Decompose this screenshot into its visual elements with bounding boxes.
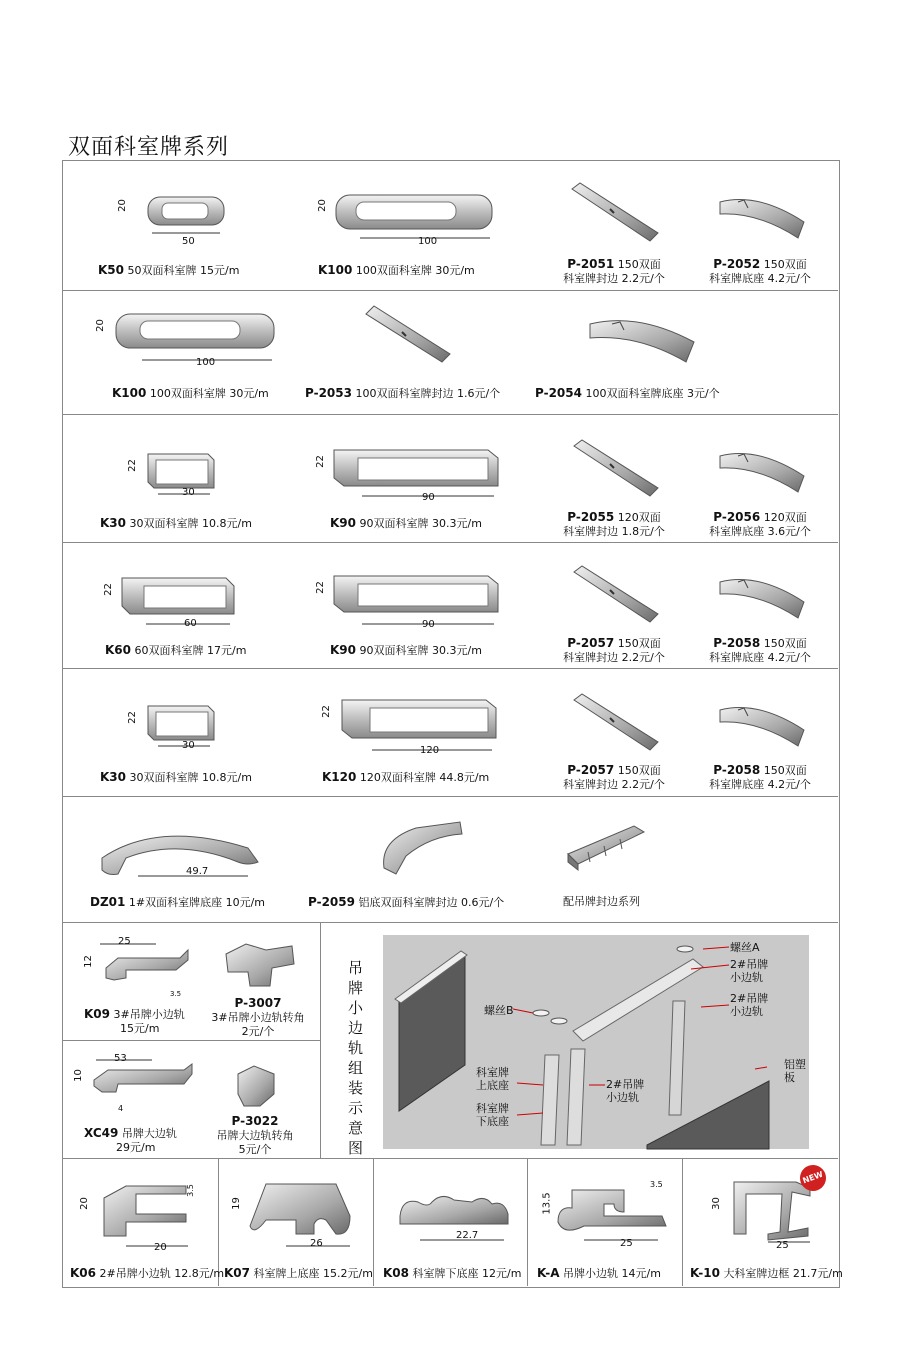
k10-frame-drawing	[728, 1178, 814, 1244]
k90-profile-drawing	[328, 446, 503, 500]
height-dim: 30	[710, 1197, 722, 1210]
thickness-dim: 3.5	[650, 1180, 663, 1189]
p2058-base-drawing	[718, 700, 808, 750]
k30-profile-drawing	[140, 702, 220, 750]
k08-caption: K08 科室牌下底座 12元/m	[383, 1266, 522, 1280]
k30-caption: K30 30双面科室牌 10.8元/m	[100, 516, 252, 530]
height-dim: 22	[314, 455, 326, 468]
p2056-caption: P-2056 120双面 科室牌底座 3.6元/个	[709, 510, 811, 538]
divider	[62, 414, 838, 415]
width-dim: 22.7	[456, 1230, 479, 1241]
width-dim: 30	[182, 740, 195, 751]
height-dim: 22	[102, 583, 114, 596]
width-dim: 100	[418, 236, 438, 247]
width-dim: 26	[310, 1238, 323, 1249]
width-dim: 90	[422, 619, 435, 630]
screw-b-label: 螺丝B	[484, 1004, 514, 1017]
dz01-caption: DZ01 1#双面科室牌底座 10元/m	[90, 895, 266, 909]
thickness-dim: 4	[118, 1104, 124, 1113]
p2055-caption: P-2055 120双面 科室牌封边 1.8元/个	[563, 510, 665, 538]
divider	[62, 796, 838, 797]
width-dim: 53	[114, 1053, 127, 1064]
p2058-caption: P-2058 150双面 科室牌底座 4.2元/个	[709, 763, 811, 791]
p2057-endcap-drawing	[572, 566, 662, 624]
page-title: 双面科室牌系列	[68, 135, 230, 160]
p2057-caption: P-2057 150双面 科室牌封边 2.2元/个	[563, 763, 665, 791]
k60-profile-drawing	[116, 574, 240, 628]
p2056-base-drawing	[718, 446, 808, 496]
height-dim: 22	[126, 459, 138, 472]
height-dim: 22	[320, 705, 332, 718]
k90-caption: K90 90双面科室牌 30.3元/m	[330, 643, 482, 657]
p3022-corner-drawing	[234, 1064, 278, 1110]
new-badge: NEW	[796, 1161, 829, 1194]
k06-rail-drawing	[96, 1178, 196, 1248]
divider	[62, 290, 838, 291]
k90-caption: K90 90双面科室牌 30.3元/m	[330, 516, 482, 530]
width-dim: 120	[420, 745, 440, 756]
p2052-caption: P-2052 150双面 科室牌底座 4.2元/个	[709, 257, 811, 285]
p3022-caption: P-3022 吊牌大边轨转角 5元/个	[216, 1114, 294, 1156]
divider	[62, 668, 838, 669]
rail-2-label: 2#吊牌 小边轨	[730, 958, 769, 984]
screw-a-label: 螺丝A	[730, 941, 760, 954]
k100-caption: K100 100双面科室牌 30元/m	[318, 263, 475, 277]
k30-profile-drawing	[140, 450, 220, 498]
width-dim: 50	[182, 236, 195, 247]
width-dim: 25	[776, 1240, 789, 1251]
k100-profile-drawing	[112, 312, 282, 362]
p3007-corner-drawing	[222, 938, 298, 990]
k10-caption: K-10 大科室牌边框 21.7元/m	[690, 1266, 843, 1280]
p2058-caption: P-2058 150双面 科室牌底座 4.2元/个	[709, 636, 811, 664]
panel-label: 铝塑 板	[784, 1058, 806, 1084]
width-dim: 49.7	[186, 866, 209, 877]
width-dim: 60	[184, 618, 197, 629]
divider	[62, 922, 838, 923]
width-dim: 25	[118, 936, 131, 947]
p2057-endcap-drawing	[572, 694, 662, 752]
p2053-caption: P-2053 100双面科室牌封边 1.6元/个	[305, 386, 501, 400]
k90-profile-drawing	[328, 572, 503, 628]
p2055-endcap-drawing	[572, 440, 662, 498]
p2052-base-drawing	[718, 192, 808, 242]
p2059-endcap-drawing	[380, 818, 466, 876]
diagram-title: 吊牌小边轨组装示意图	[348, 959, 364, 1157]
width-dim: 25	[620, 1238, 633, 1249]
width-dim: 20	[154, 1242, 167, 1253]
p2057-caption: P-2057 150双面 科室牌封边 2.2元/个	[563, 636, 665, 664]
height-dim: 13.5	[541, 1192, 553, 1215]
width-dim: 90	[422, 492, 435, 503]
divider	[62, 542, 838, 543]
height-dim: 20	[94, 319, 106, 332]
k09-rail-drawing	[100, 938, 192, 998]
k60-caption: K60 60双面科室牌 17元/m	[105, 643, 247, 657]
ka-caption: K-A 吊牌小边轨 14元/m	[537, 1266, 661, 1280]
lower-base-label: 科室牌 下底座	[476, 1102, 509, 1128]
ka-rail-drawing	[554, 1182, 672, 1248]
divider	[62, 1158, 838, 1159]
k30-caption: K30 30双面科室牌 10.8元/m	[100, 770, 252, 784]
height-dim: 20	[316, 199, 328, 212]
xc49-rail-drawing	[88, 1056, 196, 1110]
k07-caption: K07 科室牌上底座 15.2元/m	[224, 1266, 373, 1280]
series-caption: 配吊牌封边系列	[563, 895, 640, 908]
divider	[373, 1158, 374, 1286]
height-dim: 22	[314, 581, 326, 594]
rail-2-label: 2#吊牌 小边轨	[730, 992, 769, 1018]
p2054-caption: P-2054 100双面科室牌底座 3元/个	[535, 386, 720, 400]
p2051-endcap-drawing	[570, 183, 660, 243]
p2053-endcap-drawing	[364, 306, 454, 364]
k100-profile-drawing	[330, 193, 500, 239]
p2054-base-drawing	[588, 312, 698, 366]
p2059-caption: P-2059 铝底双面科室牌封边 0.6元/个	[308, 895, 505, 909]
divider	[62, 1040, 320, 1041]
divider	[682, 1158, 683, 1286]
k06-caption: K06 2#吊牌小边轨 12.8元/m	[70, 1266, 225, 1280]
xc49-caption: XC49 吊牌大边轨 29元/m	[84, 1126, 177, 1154]
p3007-caption: P-3007 3#吊牌小边轨转角 2元/个	[211, 996, 305, 1038]
rail-2-label: 2#吊牌 小边轨	[606, 1078, 645, 1104]
k100-caption: K100 100双面科室牌 30元/m	[112, 386, 269, 400]
k50-caption: K50 50双面科室牌 15元/m	[98, 263, 240, 277]
k120-caption: K120 120双面科室牌 44.8元/m	[322, 770, 490, 784]
k09-caption: K09 3#吊牌小边轨 15元/m	[84, 1007, 185, 1035]
height-dim: 20	[116, 199, 128, 212]
p2058-base-drawing	[718, 572, 808, 622]
width-dim: 100	[196, 357, 216, 368]
p2051-caption: P-2051 150双面 科室牌封边 2.2元/个	[563, 257, 665, 285]
divider	[527, 1158, 528, 1286]
height-dim: 22	[126, 711, 138, 724]
divider	[320, 922, 321, 1158]
height-dim: 12	[82, 955, 94, 968]
height-dim: 19	[230, 1197, 242, 1210]
width-dim: 30	[182, 487, 195, 498]
height-dim: 10	[72, 1069, 84, 1082]
k50-profile-drawing	[140, 195, 230, 235]
hanging-endcap-series-drawing	[564, 822, 648, 872]
k07-base-drawing	[246, 1176, 356, 1250]
thickness-dim: 3.5	[185, 1184, 195, 1197]
upper-base-label: 科室牌 上底座	[476, 1066, 509, 1092]
dz01-base-drawing	[98, 818, 262, 880]
height-dim: 20	[78, 1197, 90, 1210]
thickness-dim: 3.5	[170, 990, 182, 998]
